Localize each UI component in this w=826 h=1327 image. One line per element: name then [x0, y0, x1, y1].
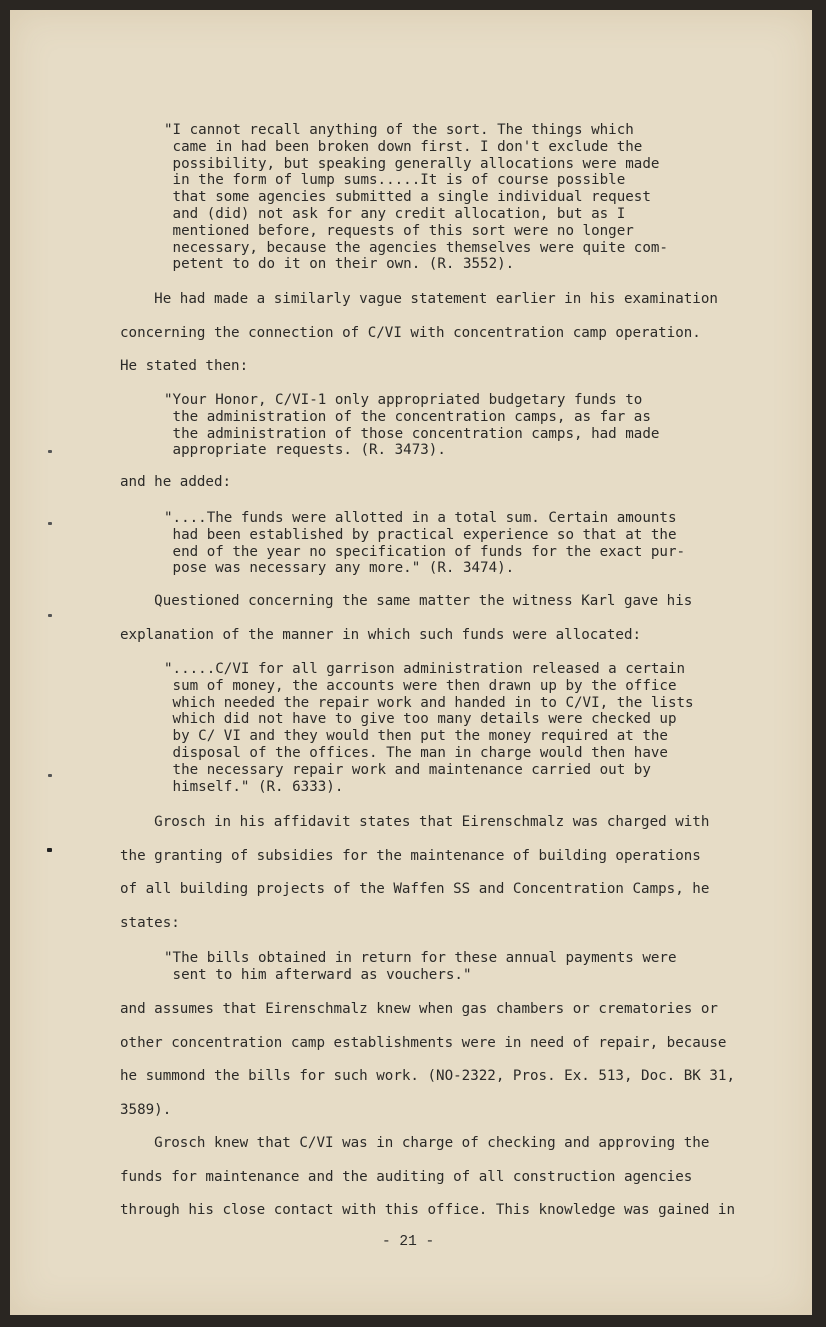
body-paragraph-1: He had made a similarly vague statement earlier in his examination concerning the connection of C/VI with concentration camp operation. He stated then:	[120, 291, 718, 375]
quote-block-5: "The bills obtained in return for these annual payments were sent to him afterward as vouchers."	[164, 950, 677, 983]
margin-mark	[47, 848, 52, 852]
page-number: - 21 -	[382, 1234, 435, 1250]
quote-block-4: ".....C/VI for all garrison administration released a certain sum of money, the accounts were then drawn up by the office which needed the repair work and handed in to C/VI, the lists which did not have to give too many details were checked up by C/ VI and they would then put the money required at the disposal of the offices. The man in charge would then have the necessary repair work and maintenance carried out by himself." (R. 6333).	[164, 661, 694, 795]
margin-mark	[48, 614, 52, 617]
quote-block-1: "I cannot recall anything of the sort. The things which came in had been broken down first. I don't exclude the possibility, but speaking generally allocations were made in the form of lump sums.....It is of course possible that some agencies submitted a single individual request and (did) not ask for any credit allocation, but as I mentioned before, requests of this sort were no longer necessary, because the agencies themselves were quite com- petent to do it on their own. (R. 3552).	[164, 122, 668, 273]
body-paragraph-2: and he added:	[120, 474, 232, 490]
quote-block-3: "....The funds were allotted in a total sum. Certain amounts had been established by practical experience so that at the end of the year no specification of funds for the exact pur- pose was necessary any more." (R. 3474).	[164, 510, 686, 577]
quote-block-2: "Your Honor, C/VI-1 only appropriated budgetary funds to the administration of the concentration camps, as far as the administration of those concentration camps, had made appropriate requests. (R. 3473).	[164, 392, 660, 459]
body-paragraph-3: Questioned concerning the same matter the witness Karl gave his explanation of the manner in which such funds were allocated:	[120, 593, 693, 643]
body-paragraph-6: Grosch knew that C/VI was in charge of checking and approving the funds for maintenance and the auditing of all construction agencies through his close contact with this office. This knowledge was gained in	[120, 1135, 735, 1219]
document-page	[10, 10, 812, 1315]
body-paragraph-4: Grosch in his affidavit states that Eirenschmalz was charged with the granting of subsidies for the maintenance of building operations of all building projects of the Waffen SS and Concentration Camps, he states:	[120, 814, 710, 931]
margin-mark	[48, 522, 52, 525]
margin-mark	[48, 774, 52, 777]
body-paragraph-5: and assumes that Eirenschmalz knew when gas chambers or crematories or other concentration camp establishments were in need of repair, because he summond the bills for such work. (NO-2322, Pros. Ex. 513, Doc. BK 31, 3589).	[120, 1001, 735, 1118]
margin-mark	[48, 450, 52, 453]
